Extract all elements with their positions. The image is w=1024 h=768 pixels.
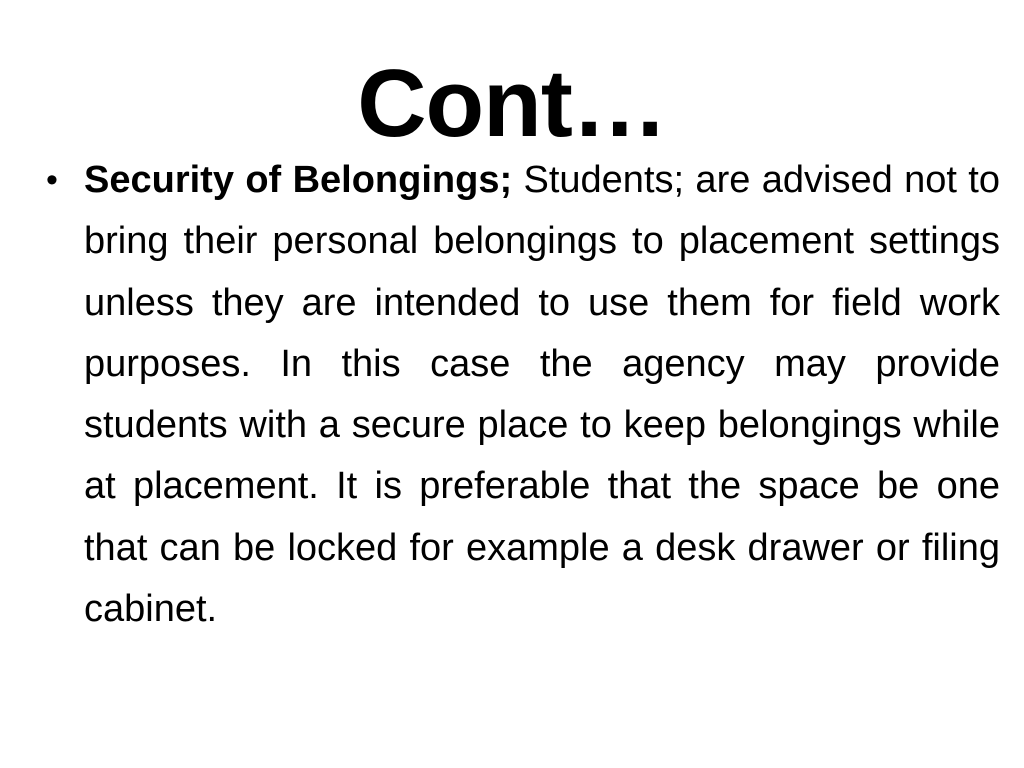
bullet-list — [40, 150, 1000, 640]
bullet-item-security-of-belongings — [40, 150, 1000, 640]
slide-title: Cont… — [357, 50, 667, 157]
bullet-marker-icon: • — [46, 161, 58, 199]
bullet-heading: Security of Belongings; — [84, 159, 513, 201]
bullet-body-text: Students; are advised not to bring their personal belongings to placement settings unless they are intended to use them for field work purposes. In this case the agency may provide students with a secure place to keep belongings while at placement. It is preferable that the space be one that can be locked for example a desk drawer or filing cabinet. — [84, 159, 1000, 631]
